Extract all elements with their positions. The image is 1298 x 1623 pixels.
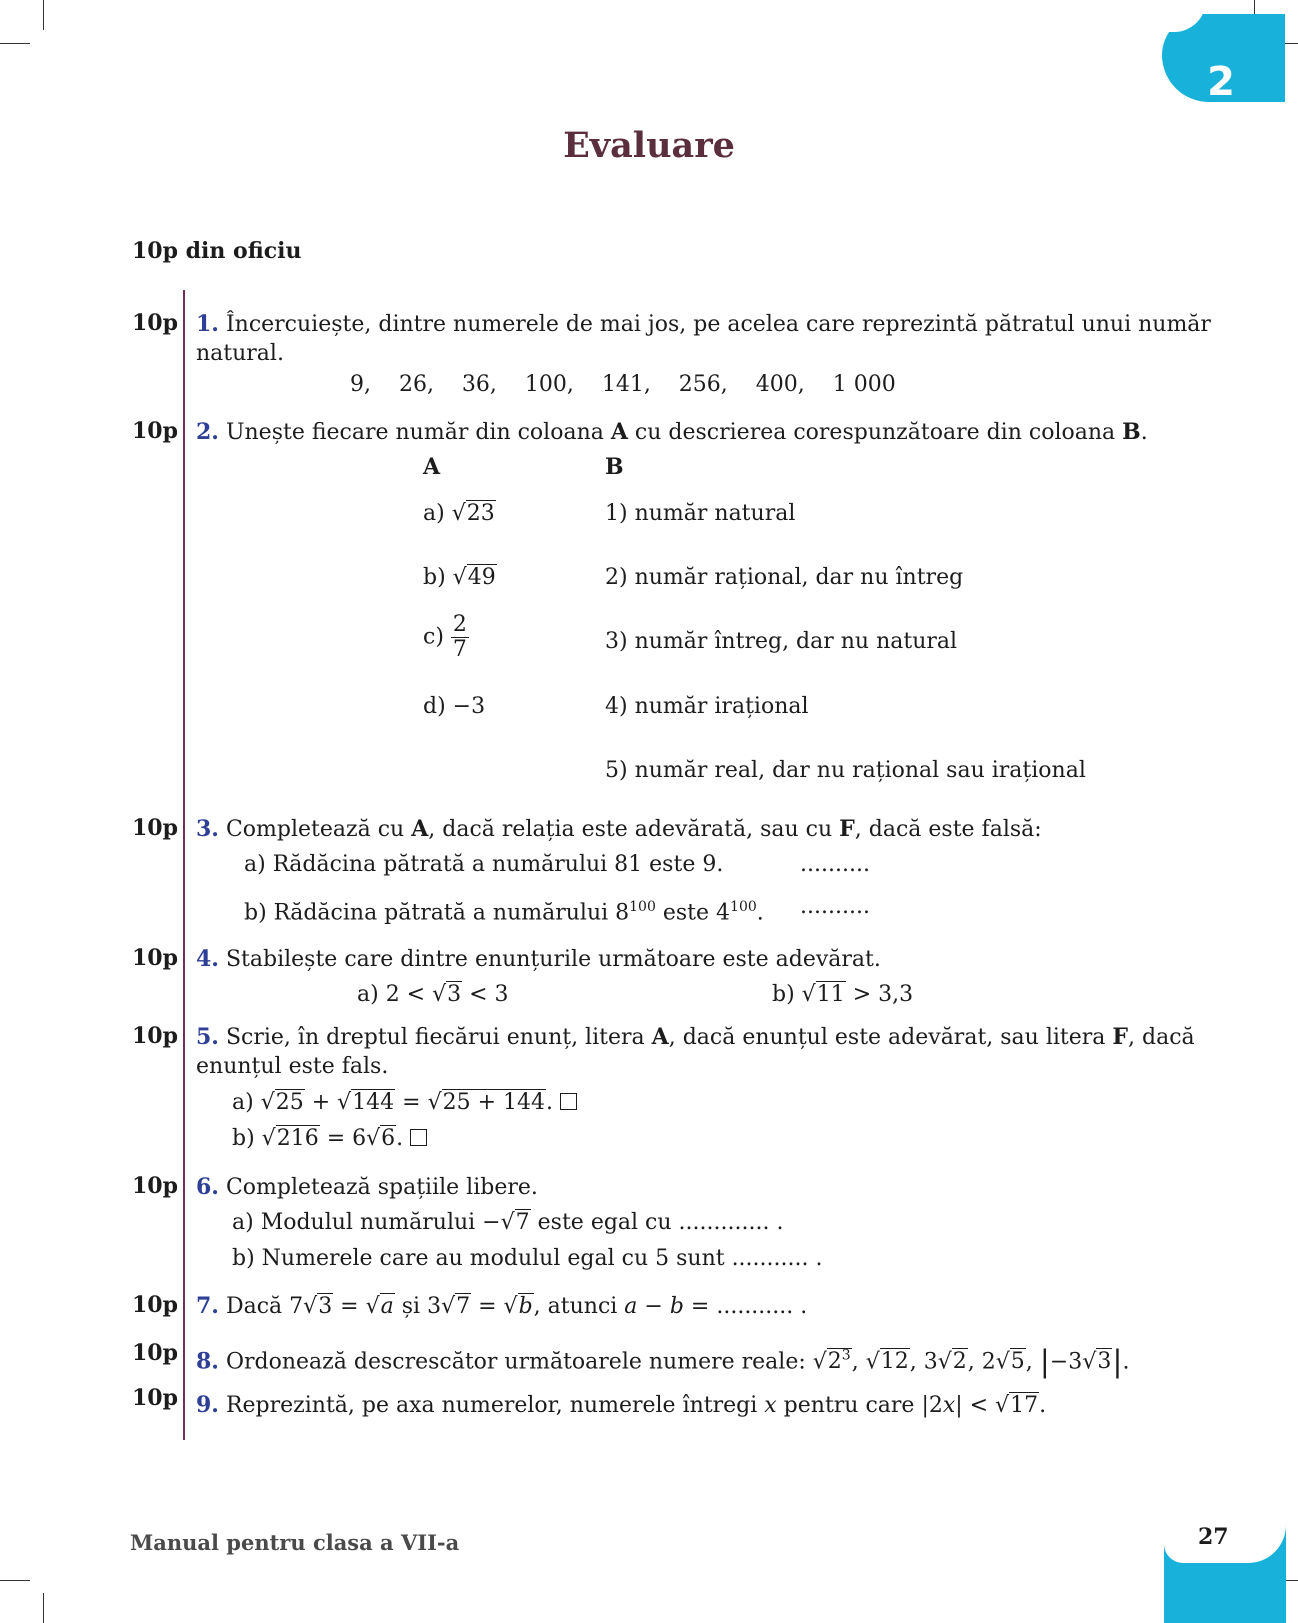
question-3: 3. Completează cu A, dacă relația este adevărată, sau cu F, dacă este falsă:: [196, 816, 1042, 842]
column-a-ref: A: [610, 419, 628, 445]
points-label: 10p: [132, 418, 178, 444]
question-7: 7. Dacă 7√3 = √a și 3√7 = √b, atunci a − b = ........... .: [196, 1293, 808, 1319]
answer-blank: ..........: [800, 852, 870, 877]
oficiu-points: 10p din oficiu: [132, 238, 302, 264]
column-b-item: 4) număr irațional: [605, 694, 809, 719]
column-a-item: a) √23: [423, 501, 495, 526]
answer-blank: ..........: [800, 894, 870, 919]
question-9: 9. Reprezintă, pe axa numerelor, numerele întregi x pentru care |2x| < √17.: [196, 1392, 1047, 1418]
points-label: 10p: [132, 1292, 178, 1318]
column-b-header: B: [605, 454, 624, 480]
page-number: 27: [1198, 1524, 1229, 1550]
question-number: 9.: [196, 1392, 219, 1418]
statement-b: b) √216 = 6√6.: [232, 1125, 427, 1153]
points-label: 10p: [132, 945, 178, 971]
footer-title: Manual pentru clasa a VII-a: [130, 1530, 460, 1555]
points-divider: [183, 290, 185, 1440]
statement-a: a) Rădăcina pătrată a numărului 81 este 9.: [244, 852, 724, 877]
crop-mark: [43, 1593, 44, 1623]
points-label: 10p: [132, 815, 178, 841]
question-text: cu descrierea corespunzătoare din coloana: [627, 420, 1123, 445]
points-label: 10p: [132, 310, 178, 336]
column-b-item: 3) număr întreg, dar nu natural: [605, 629, 958, 654]
question-1: [196, 310, 1211, 339]
question-text: natural.: [196, 341, 284, 366]
question-text: Încercuiește, dintre numerele de mai jos, pe acelea care reprezintă pătratul unui număr: [225, 312, 1211, 337]
column-b-item: 5) număr real, dar nu rațional sau irațional: [605, 758, 1086, 783]
statement-a: a) Modulul numărului −√7 este egal cu ............. .: [232, 1210, 784, 1235]
question-number: 5.: [196, 1024, 219, 1050]
statement-b: b) Rădăcina pătrată a numărului $8^{100}$ este $4^{100}$.: [244, 899, 764, 926]
question-8: 8. Ordonează descrescător următoarele numere reale: $√2^3$, √12, 3√2, 2√5, |−3√3|.: [196, 1344, 1130, 1380]
question-4: 4. Stabilește care dintre enunțurile următoare este adevărat.: [196, 946, 881, 972]
inequality-b: b) √11 > 3,3: [772, 982, 914, 1007]
number-list: 9, 26, 36, 100, 141, 256, 400, 1 000: [350, 372, 896, 397]
column-b-item: 1) număr natural: [605, 501, 796, 526]
column-a-item: c) $\frac{2}{7}$: [423, 612, 467, 662]
question-2: [196, 418, 1148, 447]
column-a-item: b) √49: [423, 565, 496, 590]
question-number: 6.: [196, 1174, 219, 1200]
question-text: Unește fiecare număr din coloana: [225, 420, 611, 445]
question-number: 7.: [196, 1293, 219, 1319]
crop-mark: [43, 0, 44, 30]
question-number: 4.: [196, 946, 219, 972]
question-6: 6. Completează spațiile libere.: [196, 1174, 538, 1200]
points-label: 10p: [132, 1173, 178, 1199]
question-number: 1.: [196, 311, 219, 337]
statement-b: b) Numerele care au modulul egal cu 5 sunt ........... .: [232, 1246, 823, 1271]
crop-mark: [0, 1580, 30, 1581]
column-a-item: d) −3: [423, 694, 486, 719]
question-number: 3.: [196, 816, 219, 842]
column-a-header: A: [423, 454, 441, 480]
column-b-item: 2) număr rațional, dar nu întreg: [605, 565, 964, 590]
points-label: 10p: [132, 1340, 178, 1366]
question-number: 8.: [196, 1348, 219, 1375]
crop-mark: [0, 43, 30, 44]
page-title: Evaluare: [563, 125, 735, 166]
question-text: .: [1140, 420, 1148, 445]
question-text: enunțul este fals.: [196, 1054, 389, 1079]
points-label: 10p: [132, 1385, 178, 1411]
inequality-a: a) 2 < √3 < 3: [357, 982, 509, 1007]
answer-checkbox[interactable]: [560, 1093, 577, 1110]
answer-checkbox[interactable]: [410, 1129, 427, 1146]
question-number: 2.: [196, 419, 219, 445]
chapter-number: 2: [1207, 62, 1235, 102]
column-b-ref: B: [1122, 419, 1141, 445]
points-label: 10p: [132, 1023, 178, 1049]
question-5: 5. Scrie, în dreptul fiecărui enunț, litera A, dacă enunțul este adevărat, sau litera F, dacă: [196, 1024, 1195, 1050]
statement-a: a) √25 + √144 = √25 + 144.: [232, 1089, 577, 1117]
